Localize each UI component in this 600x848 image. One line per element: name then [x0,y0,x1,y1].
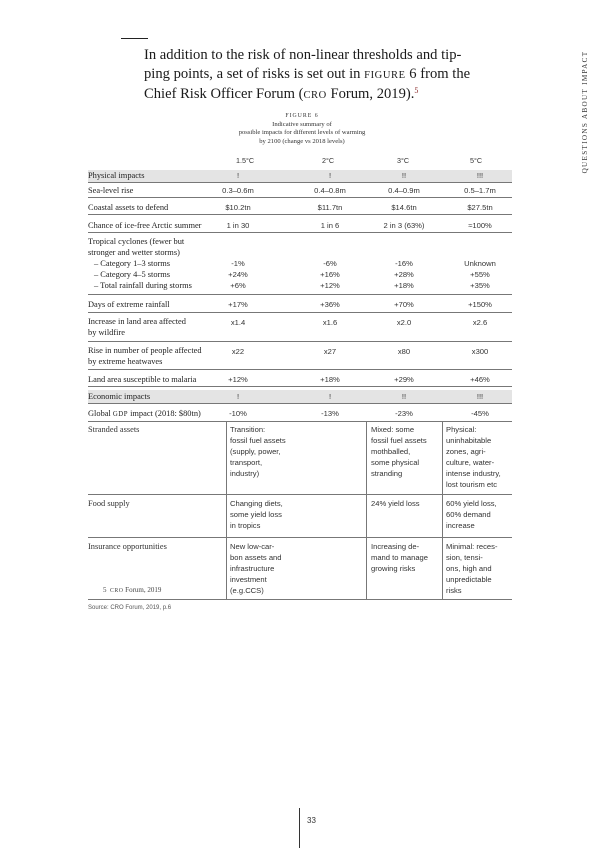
row-label: Sea-level rise [88,186,134,195]
figure-caption-line-1: Indicative summary of [272,120,332,128]
top-rule [121,38,148,39]
cell: -23% [395,409,413,418]
cell: !! [401,392,407,401]
column-separator [226,421,227,599]
cell-line: infrastructure [230,564,275,573]
cell: -13% [321,409,339,418]
cell-line: ons, high and [446,564,492,573]
row-label: Economic impacts [88,392,151,401]
cell: ! [236,171,240,180]
cell-line: intense industry, [446,469,501,478]
cell-line: risks [446,586,462,595]
row-label: Days of extreme rainfall [88,300,170,309]
cell: x1.4 [230,318,246,327]
row-label: – Category 1–3 storms [94,259,171,268]
row-label: by wildfire [88,328,125,337]
cell-line: mothballed, [371,447,411,456]
row-label: Rise in number of people affected [88,346,202,355]
source-note: Source: CRO Forum, 2019, p.6 [88,605,172,611]
cell: -10% [229,409,247,418]
cell: ! [236,392,240,401]
cell: Unknown [464,259,496,268]
gdp-label-b: impact (2018: $80tn) [128,409,201,418]
row-label: Chance of ice-free Arctic summer [88,221,202,230]
row-label: Physical impacts [88,171,145,180]
cell-line: mand to manage [371,553,428,562]
cell-line: increase [446,521,475,530]
cell: +70% [394,300,414,309]
cell-line: fossil fuel assets [230,436,286,445]
column-separator [442,421,443,599]
cell: -6% [323,259,337,268]
cell: x80 [397,347,411,356]
table-row-wildfire [88,316,512,342]
cell: -45% [471,409,489,418]
col-header-3: 3°C [397,156,410,165]
footnote [103,586,161,594]
row-divider [88,537,512,538]
cell: x2.6 [472,318,488,327]
cell: +18% [320,375,340,384]
cell: +46% [470,375,490,384]
intro-paragraph [144,46,474,106]
stranded-cell-3 [371,424,427,479]
cell: $14.6tn [391,203,417,212]
row-label: Tropical cyclones (fewer but [88,237,185,246]
cell-line: Changing diets, [230,499,283,508]
row-label: Land area susceptible to malaria [88,375,197,384]
insurance-cell-1 [230,541,282,596]
cell: x2.0 [396,318,412,327]
cell: 0.5–1.7m [464,186,496,195]
cell-line: some yield loss [230,510,282,519]
figure-caption [232,112,372,146]
gdp-label-a: Global [88,409,113,418]
cell: 1 in 30 [226,221,250,230]
intro-line-1: In addition to the risk of non-linear thresholds and tip- [144,47,462,63]
cell: 0.3–0.6m [222,186,254,195]
table-row-tropical-cyclones [88,236,512,295]
row-label: – Category 4–5 storms [94,270,171,279]
intro-line-3b: Forum, 2019). [326,86,415,103]
gdp-label-smallcaps: GDP [112,411,128,418]
col-header-4: 5°C [470,156,483,165]
cell: $10.2tn [225,203,251,212]
table-row-sea-level [88,184,512,198]
intro-line-2a: ping points, a set of risks is set out in [144,65,365,82]
cell-line: stranding [371,469,403,478]
cell: ≈100% [468,221,492,230]
cell-line: in tropics [230,521,261,530]
col-header-1: 1.5°C [236,156,255,165]
cell-line: fossil fuel assets [371,436,427,445]
cell: !! [401,171,407,180]
footnote-text: Forum, 2019 [123,586,162,594]
cell: +35% [470,281,490,290]
cell: +29% [394,375,414,384]
row-label: Increase in land area affected [88,317,186,326]
cell-line: culture, water- [446,458,495,467]
table-row-arctic [88,219,512,233]
row-label-stranded-assets: Stranded assets [88,425,140,434]
cell-line: (e.g.CCS) [230,586,264,595]
cell-line: transport, [230,458,263,467]
page-number: 33 [307,816,316,825]
cell: ! [328,392,332,401]
row-divider [88,494,512,495]
cell: !!! [476,171,484,180]
table-row-coastal-assets [88,201,512,215]
cell: $11.7tn [317,203,343,212]
cell-line: Minimal: reces- [446,542,498,551]
row-label: by extreme heatwaves [88,357,163,366]
cell: +24% [228,270,248,279]
figure-caption-line-2: possible impacts for different levels of warming [238,129,366,137]
row-label [88,409,201,421]
cell-line: Physical: [446,425,477,434]
cell-line: Transition: [230,425,266,434]
cell: +18% [394,281,414,290]
cell-line: industry) [230,469,260,478]
cell: -16% [395,259,413,268]
cell: $27.5tn [467,203,493,212]
cell: +55% [470,270,490,279]
row-label-food-supply: Food supply [88,499,130,508]
insurance-cell-4 [446,541,497,596]
cell: ! [328,171,332,180]
cell-line: uninhabitable [446,436,492,445]
cell: +150% [468,300,492,309]
intro-line-2b: 6 from the [405,65,471,82]
cell-line: Increasing de- [371,542,420,551]
footnote-number: 5 [103,586,107,594]
table-row-global-gdp [88,407,512,422]
cell: x300 [471,347,489,356]
stranded-cell-4 [446,424,501,490]
cell-line: some physical [371,458,420,467]
food-cell-1 [230,498,283,531]
cell-line: unpredictable [446,575,492,584]
figure-reference: FIGURE [364,69,406,81]
row-label-insurance: Insurance opportunities [88,542,167,551]
cell-line: 24% yield loss [371,499,420,508]
cell: +12% [228,375,248,384]
cell-line: 60% demand [446,510,491,519]
cell: +16% [320,270,340,279]
cell: 2 in 3 (63%) [383,221,425,230]
cell: !!! [476,392,484,401]
table-row-extreme-rainfall [88,298,512,313]
cell-line: growing risks [371,564,416,573]
cell-line: bon assets and [230,553,282,562]
cell: x27 [323,347,337,356]
page-number-rule [299,808,300,848]
cell-line: Mixed: some [371,425,415,434]
food-cell-3 [371,498,420,509]
cell: +36% [320,300,340,309]
col-header-2: 2°C [322,156,335,165]
cell: +17% [228,300,248,309]
intro-line-3a: Chief Risk Officer Forum ( [144,86,304,103]
cell-line: New low-car- [230,542,275,551]
cell-line: investment [230,575,267,584]
cell: x22 [231,347,245,356]
row-label: Coastal assets to defend [88,203,169,212]
row-label: stronger and wetter storms) [88,248,180,257]
cell: +12% [320,281,340,290]
row-label: – Total rainfall during storms [94,281,192,290]
table-row-heatwaves [88,345,512,370]
food-cell-4 [446,498,497,531]
side-heading: QUESTIONS ABOUT IMPACT [581,50,589,174]
cell-line: lost tourism etc [446,480,498,489]
cell-line: sion, tensi- [446,553,483,562]
cell: 0.4–0.9m [388,186,420,195]
table-bottom-rule [88,599,512,600]
column-separator [366,421,367,599]
insurance-cell-3 [371,541,428,574]
cell: 1 in 6 [320,221,340,230]
figure-caption-line-3: by 2100 (change vs 2018 levels) [259,137,345,145]
stranded-cell-1 [230,424,286,479]
footnote-cro: CRO [110,588,124,594]
cell: -1% [231,259,245,268]
intro-cro: CRO [303,90,327,102]
cell: 0.4–0.8m [314,186,346,195]
figure-label: FIGURE 6 [285,113,319,119]
cell: x1.6 [322,318,338,327]
cell: +6% [230,281,246,290]
cell-line: (supply, power, [230,447,281,456]
cell: +28% [394,270,414,279]
table-row-economic-impacts [88,390,512,404]
cell-line: zones, agri- [446,447,486,456]
footnote-ref: 5 [414,86,419,96]
table-row-physical-impacts [88,170,512,183]
table-row-malaria [88,373,512,387]
cell-line: 60% yield loss, [446,499,497,508]
